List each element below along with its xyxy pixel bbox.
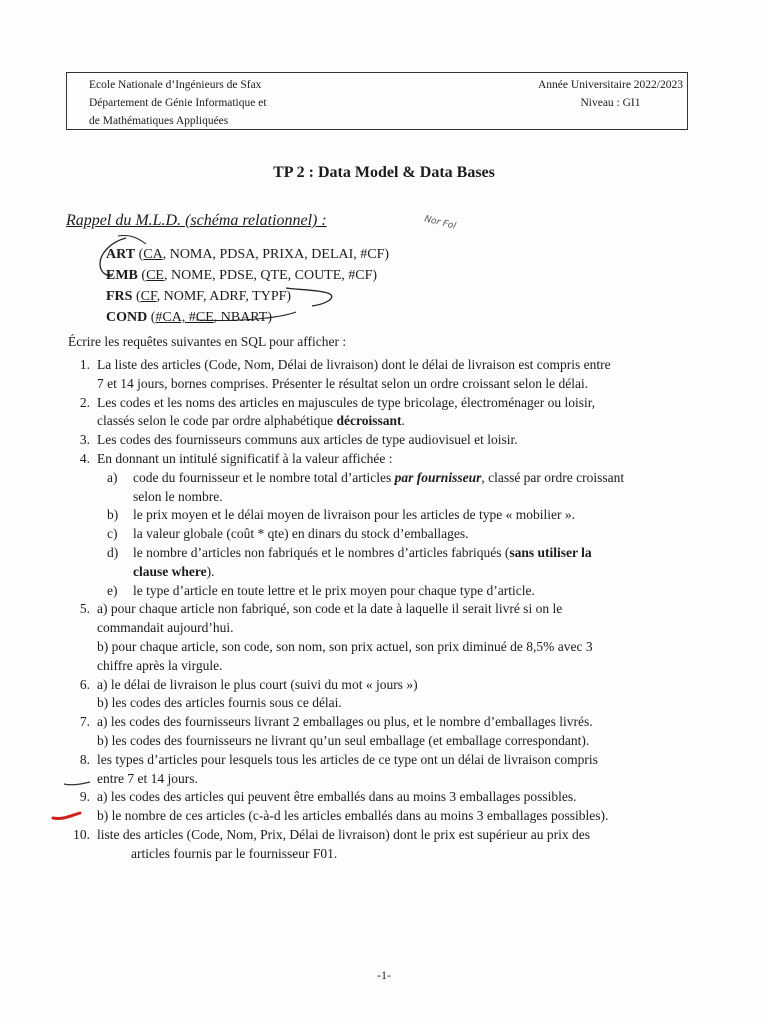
page-title: TP 2 : Data Model & Data Bases — [273, 164, 495, 181]
sub-item: a) code du fournisseur et le nombre total d’articles par fournisseur, classé par ordre croissant selon le nombre. — [107, 469, 625, 504]
sub-item: c) la valeur globale (coût * qte) en dinars du stock d’emballages. — [107, 526, 469, 542]
department-line: Département de Génie Informatique et — [89, 97, 267, 109]
department-line-2: de Mathématiques Appliquées — [89, 115, 229, 127]
sub-item: d) le nombre d’articles non fabriqués et le nombres d’articles fabriqués (sans utiliser la clause where). — [107, 544, 592, 579]
schema-row: COND (#CA, #CE, NBART) — [106, 310, 273, 325]
exercise-item: 7. a) les codes des fournisseurs livrant 2 emballages ou plus, et le nombre d’emballages livrés. b) les codes des fournisseurs ne livrant qu’un seul emballage (et emballage correspondant). — [79, 714, 593, 748]
sub-item: e) le type d’article en toute lettre et le prix moyen pour chaque type d’article. — [107, 582, 535, 598]
exercise-item: 8. les types d’articles pour lesquels tous les articles de ce type ont un délai de livraison compris entre 7 et 14 jours. — [79, 751, 598, 786]
instructions: Écrire les requêtes suivantes en SQL pour afficher : — [68, 334, 347, 349]
page-number: -1- — [377, 968, 391, 982]
exercise-item: 1. La liste des articles (Code, Nom, Délai de livraison) dont le délai de livraison est compris entre 7 et 14 jours, bornes comprises. Présenter le résultat selon un ordre croissant selon le délai. — [79, 357, 611, 391]
year-block — [538, 76, 683, 112]
pen-underline — [60, 778, 94, 788]
institution-line: Ecole Nationale d’Ingénieurs de Sfax — [89, 79, 262, 91]
exercise-item: 9. a) les codes des articles qui peuvent être emballés dans au moins 3 emballages possibles. b) le nombre de ces articles (c-à-d les articles emballés dans au moins 3 emballages possibles). — [79, 789, 609, 824]
exercise-item: 2. Les codes et les noms des articles en majuscules de type bricolage, électroménager ou loisir, classés selon le code par ordre alphabétique décroissant. — [79, 394, 596, 429]
schema-row: EMB (CE, NOME, PDSE, QTE, COUTE, #CF) — [106, 268, 378, 283]
section-heading: Rappel du M.L.D. (schéma relationnel) : — [66, 212, 327, 229]
exercise-list — [66, 356, 696, 864]
exercise-item: 4. En donnant un intitulé significatif à la valeur affichée : a) code du fournisseur et le nombre total d’articles par fournisseur, classé par ordre croissant selon le nombre. b) le prix moyen et le délai moyen de livraison pour les articles de type « mobilier ». c) la valeur globale (coût * qte) en dinars du stock d’emballages. d) le nombre d’articles non fabriqués et le nombres d’articles fabriqués (sans utiliser la clause where). e) le type d’article en toute lettre et le prix moyen pour chaque type d’article. — [66, 450, 696, 600]
header-box — [66, 72, 688, 130]
schema-row: FRS (CF, NOMF, ADRF, TYPF) — [106, 289, 292, 304]
red-mark — [50, 808, 84, 824]
exercise-item: 6. a) le délai de livraison le plus court (suivi du mot « jours ») b) les codes des articles fournis sous ce délai. — [79, 676, 418, 711]
exercise-item: 10. liste des articles (Code, Nom, Prix, Délai de livraison) dont le prix est supérieur au prix des articles fournis par le fournisseur F01. — [73, 826, 591, 861]
institution-block — [89, 76, 267, 130]
handwritten-note: Nor Fol — [423, 214, 457, 232]
level: Niveau : GI1 — [580, 97, 641, 109]
exercise-item: 3. Les codes des fournisseurs communs aux articles de type audiovisuel et loisir. — [79, 432, 518, 448]
academic-year: Année Universitaire 2022/2023 — [538, 79, 683, 91]
sub-item: b) le prix moyen et le délai moyen de livraison pour les articles de type « mobilier ». — [107, 507, 575, 523]
schema-row: ART (CA, NOMA, PDSA, PRIXA, DELAI, #CF) — [106, 247, 390, 262]
pen-marks — [90, 232, 350, 324]
exercise-item: 5. a) pour chaque article non fabriqué, son code et la date à laquelle il serait livré si on le commandait aujourd’hui. b) pour chaque article, son code, son nom, son prix actuel, son prix diminué de 8,5% avec 3 chiffre après la virgule. — [79, 601, 593, 673]
